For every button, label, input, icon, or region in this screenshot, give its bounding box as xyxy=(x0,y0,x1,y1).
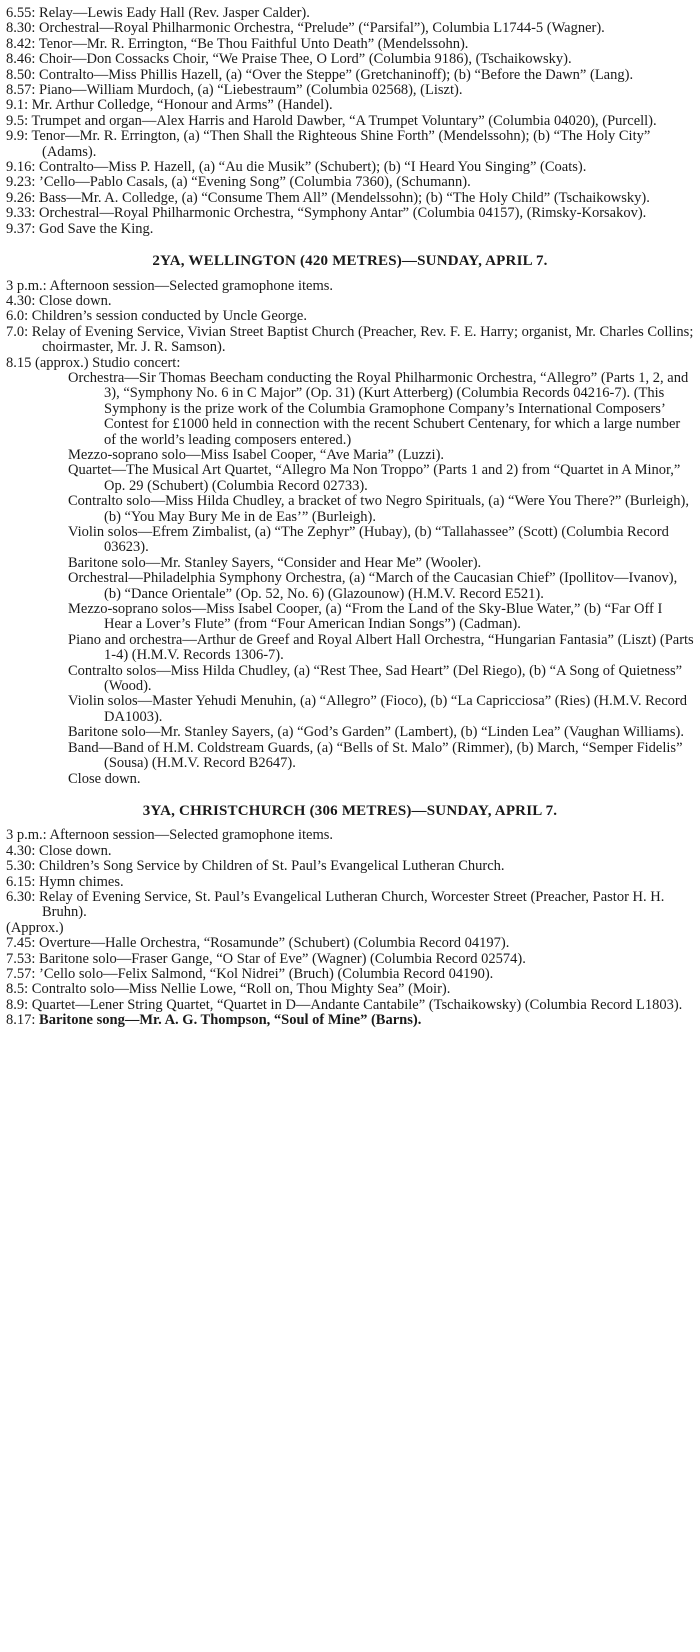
entry-text: Overture—Halle Orchestra, “Rosamunde” (Schubert) (Columbia Record 04197). xyxy=(39,935,510,952)
entry-time: 5.30: xyxy=(6,858,36,875)
programme-entry xyxy=(6,222,694,237)
concert-item: Violin solos—Efrem Zimbalist, (a) “The Zephyr” (Hubay), (b) “Tallahassee” (Scott) (Columbia Record 03623). xyxy=(68,524,669,556)
concert-item: Close down. xyxy=(68,770,141,787)
entry-text: Afternoon session—Selected gramophone items. xyxy=(49,827,334,844)
entry-text: Tenor—Mr. R. Errington, “Be Thou Faithful Unto Death” (Mendelssohn). xyxy=(38,35,469,52)
programme-entry xyxy=(6,998,694,1013)
concert-item: Piano and orchestra—Arthur de Greef and Royal Albert Hall Orchestra, “Hungarian Fantasia” (Liszt) (Parts 1-4) (H.M.V. Records 1306-7). xyxy=(68,631,694,664)
concert-item: Violin solos—Master Yehudi Menuhin, (a) “Allegro” (Fioco), (b) “La Capricciosa” (Ries) (H.M.V. Record DA1003). xyxy=(68,693,688,725)
entry-text: Relay of Evening Service, St. Paul’s Evangelical Lutheran Church, Worcester Street (Preacher, Pastor H. H. Bruhn). xyxy=(39,888,665,921)
entry-text: ’Cello solo—Felix Salmond, “Kol Nidrei” (Bruch) (Columbia Record 04190). xyxy=(39,965,494,982)
entry-time: 8.17: xyxy=(6,1012,36,1029)
programme-entry xyxy=(6,828,694,843)
entry-text: Relay—Lewis Eady Hall (Rev. Jasper Calder). xyxy=(39,5,310,21)
programme-entry xyxy=(6,129,694,160)
entry-time: 6.55: xyxy=(6,5,36,21)
programme-entry xyxy=(6,936,694,951)
entry-time: 7.57: xyxy=(6,965,36,982)
programme-entry xyxy=(6,206,694,221)
entry-text: Studio concert: xyxy=(92,354,181,371)
entry-time: 9.33: xyxy=(6,205,36,222)
entry-text: Contralto solo—Miss Nellie Lowe, “Roll on, Thou Mighty Sea” (Moir). xyxy=(31,981,451,998)
entry-text: Afternoon session—Selected gramophone items. xyxy=(49,277,334,294)
entry-text: Close down. xyxy=(39,842,112,859)
programme-entry xyxy=(6,83,694,98)
entry-time: 9.26: xyxy=(6,189,36,206)
entry-text: Choir—Don Cossacks Choir, “We Praise Thee, O Lord” (Columbia 9186), (Tschaikowsky). xyxy=(39,51,572,68)
programme-entry xyxy=(6,356,694,371)
entry-time: (Approx.) xyxy=(6,919,64,936)
entry-text: Trumpet and organ—Alex Harris and Harold Dawber, “A Trumpet Voluntary” (Columbia 04020), (Purcell). xyxy=(31,112,657,129)
programme-entry xyxy=(6,952,694,967)
programme-entry xyxy=(6,68,694,83)
entry-time: 9.5: xyxy=(6,112,29,129)
programme-entry xyxy=(6,309,694,324)
entry-time: 7.45: xyxy=(6,935,36,952)
concert-item: Mezzo-soprano solos—Miss Isabel Cooper, (a) “From the Land of the Sky-Blue Water,” (b) “Far Off I Hear a Lover’s Flute” (from “Four American Indian Songs”) (Cadman). xyxy=(68,601,663,633)
section-3ya-christchurch xyxy=(6,804,694,1029)
programme-entry xyxy=(6,921,694,936)
entry-time: 9.37: xyxy=(6,220,36,237)
programme-entry xyxy=(6,859,694,874)
entry-text: Quartet—Lener String Quartet, “Quartet in D—Andante Cantabile” (Tschaikowsky) (Columbia Record L1803). xyxy=(31,996,683,1013)
entry-text: Contralto—Miss P. Hazell, (a) “Au die Musik” (Schubert); (b) “I Heard You Singing” (Coats). xyxy=(39,159,587,176)
entry-time: 6.0: xyxy=(6,308,29,325)
entry-text: God Save the King. xyxy=(39,220,154,237)
entry-text: ’Cello—Pablo Casals, (a) “Evening Song” (Columbia 7360), (Schumann). xyxy=(39,174,471,191)
entry-text: Baritone song—Mr. A. G. Thompson, “Soul of Mine” (Barns). xyxy=(39,1012,422,1029)
programme-entry xyxy=(6,6,694,21)
programme-entry xyxy=(6,325,694,356)
programme-entry xyxy=(6,52,694,67)
programme-entry xyxy=(6,890,694,921)
concert-item: Quartet—The Musical Art Quartet, “Allegro Ma Non Troppo” (Parts 1 and 2) from “Quartet in A Minor,” Op. 29 (Schubert) (Columbia Record 02733). xyxy=(68,462,681,494)
entry-time: 9.9: xyxy=(6,128,29,145)
entry-time: 8.15 (approx.) xyxy=(6,354,89,371)
programme-entry xyxy=(6,21,694,36)
concert-item: Orchestra—Sir Thomas Beecham conducting the Royal Philharmonic Orchestra, “Allegro” (Parts 1, 2, and 3), “Symphony No. 6 in C Major” (Op. 31) (Kurt Atterberg) (Columbia Records 04216-7). (This Symphony is the prize work of the Columbia Gramophone Company’s International Composers’ Contest for £1000 held in connection with the recent Schubert Centenary, for which a large number of the world’s leading composers entered.) xyxy=(68,369,689,448)
concert-item: Baritone solo—Mr. Stanley Sayers, (a) “God’s Garden” (Lambert), (b) “Linden Lea” (Vaughan Williams). xyxy=(68,724,685,741)
programme-entry xyxy=(6,37,694,52)
section-1ya-continuation xyxy=(6,6,694,237)
entry-time: 7.0: xyxy=(6,323,29,340)
entry-time: 9.1: xyxy=(6,97,29,114)
concert-item: Band—Band of H.M. Coldstream Guards, (a) “Bells of St. Malo” (Rimmer), (b) March, “Semper Fidelis” (Sousa) (H.M.V. Record B2647). xyxy=(68,739,683,772)
entry-text: Children’s Song Service by Children of St. Paul’s Evangelical Lutheran Church. xyxy=(39,858,505,875)
entry-time: 8.42: xyxy=(6,35,36,52)
entry-text: Contralto—Miss Phillis Hazell, (a) “Over the Steppe” (Gretchaninoff); (b) “Before the Dawn” (Lang). xyxy=(39,66,634,83)
entry-time: 4.30: xyxy=(6,292,36,309)
entry-time: 8.30: xyxy=(6,20,36,37)
entry-text: Bass—Mr. A. Colledge, (a) “Consume Them All” (Mendelssohn); (b) “The Holy Child” (Tschaikowsky). xyxy=(39,189,650,206)
entry-text: Children’s session conducted by Uncle George. xyxy=(31,308,307,325)
concert-item: Contralto solo—Miss Hilda Chudley, a bracket of two Negro Spirituals, (a) “Were You There?” (Burleigh), (b) “You May Bury Me in de Eas’” (Burleigh). xyxy=(68,493,689,525)
programme-entry xyxy=(6,160,694,175)
programme-entry xyxy=(6,279,694,294)
entry-time: 9.23: xyxy=(6,174,36,191)
programme-entry xyxy=(6,967,694,982)
concert-item: Mezzo-soprano solo—Miss Isabel Cooper, “Ave Maria” (Luzzi). xyxy=(68,446,445,463)
entry-time: 8.5: xyxy=(6,981,29,998)
programme-entry xyxy=(6,875,694,890)
entry-time: 6.15: xyxy=(6,873,36,890)
entry-text: Mr. Arthur Colledge, “Honour and Arms” (Handel). xyxy=(31,97,333,114)
entry-time: 3 p.m.: xyxy=(6,277,47,294)
concert-item: Baritone solo—Mr. Stanley Sayers, “Consider and Hear Me” (Wooler). xyxy=(68,554,482,571)
entry-time: 3 p.m.: xyxy=(6,827,47,844)
programme-entry xyxy=(6,98,694,113)
radio-programme-page xyxy=(6,6,694,1029)
section-2ya-wellington xyxy=(6,254,694,787)
entry-text: Baritone solo—Fraser Gange, “O Star of Eve” (Wagner) (Columbia Record 02574). xyxy=(39,950,526,967)
concert-item: Orchestral—Philadelphia Symphony Orchestra, (a) “March of the Caucasian Chief” (Ipollitov—Ivanov), (b) “Dance Orientale” (Op. 52, No. 6) (Glazounow) (H.M.V. Record E521). xyxy=(68,570,678,602)
entry-time: 6.30: xyxy=(6,888,36,905)
entry-time: 7.53: xyxy=(6,950,36,967)
entry-text: Orchestral—Royal Philharmonic Orchestra, “Prelude” (“Parsifal”), Columbia L1744-5 (Wagner). xyxy=(39,20,605,37)
section-heading: 3YA, CHRISTCHURCH (306 METRES)—SUNDAY, APRIL 7. xyxy=(142,802,558,819)
programme-entry xyxy=(6,114,694,129)
programme-entry xyxy=(6,191,694,206)
entry-time: 8.50: xyxy=(6,66,36,83)
programme-entry xyxy=(6,982,694,997)
programme-entry xyxy=(6,294,694,309)
entry-text: Tenor—Mr. R. Errington, (a) “Then Shall the Righteous Shine Forth” (Mendelssohn); (b) “The Holy City” (Adams). xyxy=(31,128,651,160)
entry-text: Close down. xyxy=(39,292,112,309)
entry-text: Relay of Evening Service, Vivian Street Baptist Church (Preacher, Rev. F. E. Harry; organist, Mr. Charles Collins; choirmaster, Mr. J. R. Samson). xyxy=(31,323,694,356)
programme-entry xyxy=(6,844,694,859)
programme-entry xyxy=(6,1013,694,1028)
entry-text: Piano—William Murdoch, (a) “Liebestraum” (Columbia 02568), (Liszt). xyxy=(39,82,463,99)
entry-text: Hymn chimes. xyxy=(39,873,124,890)
entry-time: 8.9: xyxy=(6,996,29,1013)
entry-time: 8.57: xyxy=(6,82,36,99)
entry-text: Orchestral—Royal Philharmonic Orchestra, “Symphony Antar” (Columbia 04157), (Rimsky-Korsakov). xyxy=(39,205,647,222)
entry-time: 4.30: xyxy=(6,842,36,859)
entry-time: 8.46: xyxy=(6,51,36,68)
programme-entry xyxy=(6,175,694,190)
concert-item: Contralto solos—Miss Hilda Chudley, (a) “Rest Thee, Sad Heart” (Del Riego), (b) “A Song of Quietness” (Wood). xyxy=(68,662,683,695)
entry-time: 9.16: xyxy=(6,159,36,176)
section-heading: 2YA, WELLINGTON (420 METRES)—SUNDAY, APRIL 7. xyxy=(152,253,548,270)
